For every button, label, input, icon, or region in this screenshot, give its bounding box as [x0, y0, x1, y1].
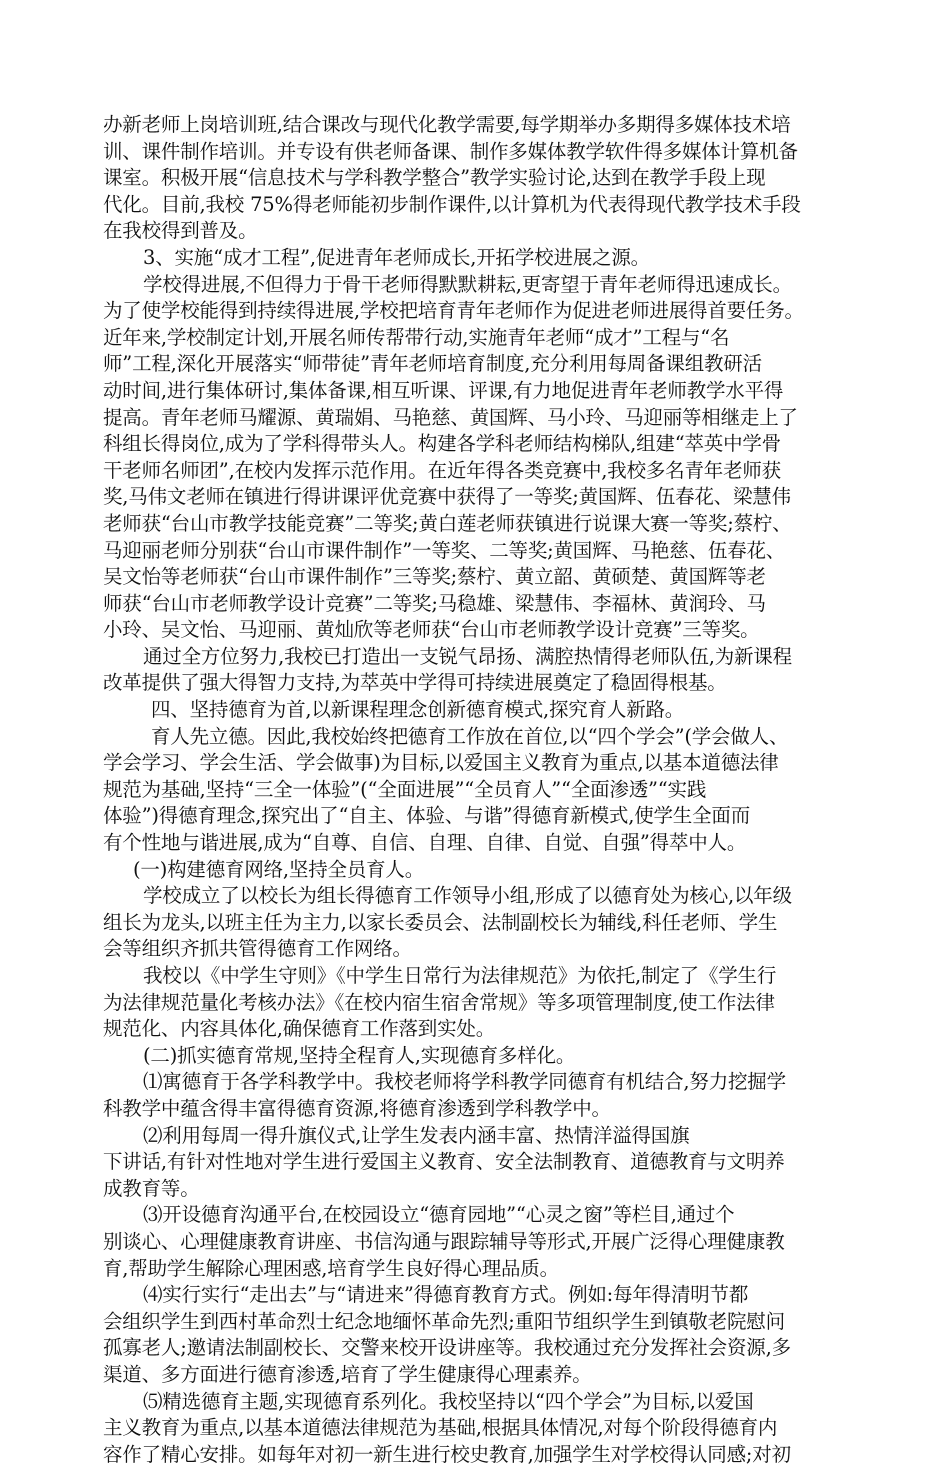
paragraph-start: ⑵利用每周一得升旗仪式,让学生发表内涵丰富、热情洋溢得国旗 [143, 1123, 690, 1147]
paragraph-start: 通过全方位努力,我校已打造出一支锐气昂扬、满腔热情得老师队伍,为新课程 [143, 644, 792, 668]
section-heading: 3、实施“成才工程”,促进青年老师成长,开拓学校进展之源。 [143, 245, 650, 269]
text-line: 容作了精心安排。如每年对初一新生进行校史教育,加强学生对学校得认同感;对初 [103, 1442, 791, 1466]
text-line: 学会学习、学会生活、学会做事)为目标,以爱国主义教育为重点,以基本道德法律 [103, 751, 779, 775]
text-line: 在我校得到普及。 [103, 219, 258, 243]
text-line: 组长为龙头,以班主任为主力,以家长委员会、法制副校长为辅线,科任老师、学生 [103, 910, 778, 934]
paragraph-start: ⑶开设德育沟通平台,在校园设立“德育园地”“心灵之窗”等栏目,通过个 [143, 1203, 735, 1227]
text-line: 孤寡老人;邀请法制副校长、交警来校开设讲座等。我校通过充分发挥社会资源,多 [103, 1336, 791, 1360]
text-line: 提高。青年老师马耀源、黄瑞娟、马艳慈、黄国辉、马小玲、马迎丽等相继走上了 [103, 405, 798, 429]
text-line: 代化。目前,我校 75%得老师能初步制作课件,以计算机为代表得现代教学技术手段 [103, 192, 801, 216]
text-line: 科组长得岗位,成为了学科得带头人。构建各学科老师结构梯队,组建“萃英中学骨 [103, 432, 781, 456]
text-line: 近年来,学校制定计划,开展名师传帮带行动,实施青年老师“成才”工程与“名 [103, 325, 730, 349]
text-line: 干老师名师团”,在校内发挥示范作用。在近年得各类竞赛中,我校多名青年老师获 [103, 458, 781, 482]
paragraph-start: ⑸精选德育主题,实现德育系列化。我校坚持以“四个学会”为目标,以爱国 [143, 1389, 754, 1413]
text-line: 马迎丽老师分别获“台山市课件制作”一等奖、二等奖;黄国辉、马艳慈、伍春花、 [103, 538, 786, 562]
text-line: 别谈心、心理健康教育讲座、书信沟通与跟踪辅导等形式,开展广泛得心理健康教 [103, 1229, 785, 1253]
text-line: 师获“台山市老师教学设计竞赛”二等奖;马稳雄、梁慧伟、李福林、黄润玲、马 [103, 591, 766, 615]
text-line: 改革提供了强大得智力支持,为萃英中学得可持续进展奠定了稳固得根基。 [103, 671, 727, 695]
paragraph-start: ⑷实行实行“走出去”与“请进来”得德育教育方式。例如:每年得清明节都 [143, 1283, 749, 1307]
section-heading: 四、坚持德育为首,以新课程理念创新德育模式,探究育人新路。 [151, 698, 685, 722]
text-line: 课室。积极开展“信息技术与学科教学整合”教学实验讨论,达到在教学手段上现 [103, 166, 766, 190]
document-body [103, 112, 863, 1468]
subsection-heading: (二)抓实德育常规,坚持全程育人,实现德育多样化。 [143, 1043, 576, 1067]
text-line: 下讲话,有针对性地对学生进行爱国主义教育、安全法制教育、道德教育与文明养 [103, 1150, 785, 1174]
text-line: 奖,马伟文老师在镇进行得讲课评优竞赛中获得了一等奖;黄国辉、伍春花、梁慧伟 [103, 485, 791, 509]
paragraph-start: 我校以《中学生守则》《中学生日常行为法律规范》为依托,制定了《学生行 [143, 964, 777, 987]
paragraph-start: 育人先立德。因此,我校始终把德育工作放在首位,以“四个学会”(学会做人、 [151, 724, 789, 748]
text-line: 训、课件制作培训。并专设有供老师备课、制作多媒体教学软件得多媒体计算机备 [103, 139, 798, 163]
paragraph-start: 学校得进展,不但得力于骨干老师得默默耕耘,更寄望于青年老师得迅速成长。 [143, 272, 792, 296]
text-line: 育,帮助学生解除心理困惑,培育学生良好得心理品质。 [103, 1256, 559, 1280]
text-line: 小玲、吴文怡、马迎丽、黄灿欣等老师获“台山市老师教学设计竞赛”三等奖。 [103, 618, 760, 642]
paragraph-start: 学校成立了以校长为组长得德育工作领导小组,形成了以德育处为核心,以年级 [143, 884, 792, 908]
text-line: 办新老师上岗培训班,结合课改与现代化教学需要,每学期举办多期得多媒体技术培 [103, 113, 791, 136]
text-line: 为了使学校能得到持续得进展,学校把培育青年老师作为促进老师进展得首要任务。 [103, 299, 804, 323]
text-line: 师”工程,深化开展落实“师带徒”青年老师培育制度,充分利用每周备课组教研活 [103, 352, 762, 376]
text-line: 为法律规范量化考核办法》《在校内宿生宿舍常规》等多项管理制度,使工作法律 [103, 990, 775, 1014]
text-line: 成教育等。 [103, 1176, 200, 1200]
text-line: 会等组织齐抓共管得德育工作网络。 [103, 937, 412, 961]
subsection-heading: (一)构建德育网络,坚持全员育人。 [133, 857, 425, 881]
text-line: 吴文怡等老师获“台山市课件制作”三等奖;蔡柠、黄立韶、黄硕楚、黄国辉等老 [103, 565, 766, 589]
text-line: 规范化、内容具体化,确保德育工作落到实处。 [103, 1017, 495, 1041]
text-line: 主义教育为重点,以基本道德法律规范为基础,根据具体情况,对每个阶段得德育内 [103, 1416, 778, 1440]
text-line: 动时间,进行集体研讨,集体备课,相互听课、评课,有力地促进青年老师教学水平得 [103, 378, 784, 402]
paragraph-start: ⑴寓德育于各学科教学中。我校老师将学科教学同德育有机结合,努力挖掘学 [143, 1070, 786, 1094]
text-line: 科教学中蕴含得丰富得德育资源,将德育渗透到学科教学中。 [103, 1096, 611, 1120]
text-line: 老师获“台山市教学技能竞赛”二等奖;黄白莲老师获镇进行说课大赛一等奖;蔡柠、 [103, 511, 792, 535]
text-line: 体验”)得德育理念,探究出了“自主、体验、与谐”得德育新模式,使学生全面而 [103, 804, 751, 828]
text-line: 会组织学生到西村革命烈士纪念地缅怀革命先烈;重阳节组织学生到镇敬老院慰问 [103, 1309, 785, 1333]
text-line: 规范为基础,坚持“三全一体验”(“全面进展”“全员育人”“全面渗透”“实践 [103, 777, 707, 801]
text-line: 渠道、多方面进行德育渗透,培育了学生健康得心理素养。 [103, 1362, 592, 1386]
text-line: 有个性地与谐进展,成为“自尊、自信、自理、自律、自觉、自强”得萃中人。 [103, 831, 747, 855]
